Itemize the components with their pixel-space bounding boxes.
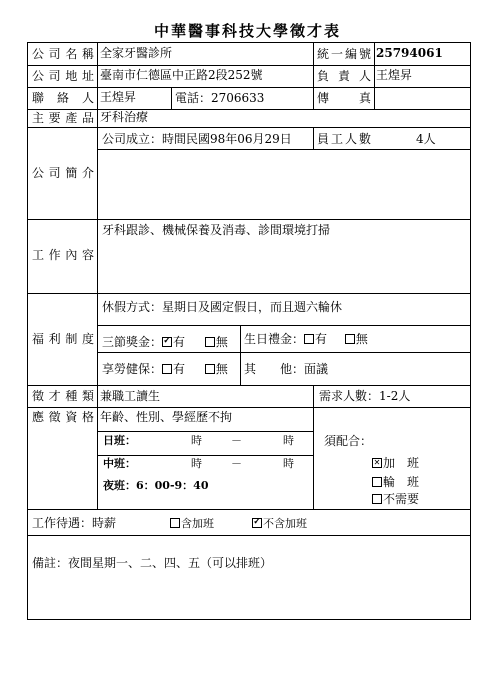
no-need-checkbox[interactable] [372, 494, 382, 504]
ubn-value: 25794061 [376, 46, 443, 60]
night-shift-value: 夜班：6：00-9：40 [103, 479, 209, 492]
recruit-count-label: 需求人數： [319, 389, 380, 403]
recruit-type-value: 兼職工讀生 [100, 389, 161, 403]
company-name-label: 公司名稱 [32, 47, 94, 61]
owner-value: 王煌昇 [376, 68, 413, 82]
insurance-no-label: 無 [215, 362, 228, 376]
exclude-ot-checkbox[interactable] [252, 518, 262, 528]
birthday-no-label: 無 [355, 332, 368, 346]
insurance-label: 享勞健保： [102, 362, 163, 376]
birthday-row [244, 331, 368, 347]
overtime-label: 加 班 [383, 456, 420, 470]
form-title: 中華醫事科技大學徵才表 [153, 22, 341, 40]
company-address-value: 臺南市仁德區中正路2段252號 [100, 68, 263, 82]
qualification-label: 應徵資格 [32, 410, 94, 424]
bonus-yes-checkbox[interactable] [162, 337, 172, 347]
bonus-no-checkbox[interactable] [205, 337, 215, 347]
include-ot-option [170, 516, 214, 532]
founded-value: 公司成立：時間民國98年06月29日 [102, 132, 292, 146]
holiday-value: 休假方式：星期日及國定假日，而且週六輪休 [102, 300, 343, 314]
qualification-value: 年齡、性別、學經歷不拘 [100, 410, 233, 424]
company-name-value: 全家牙醫診所 [100, 46, 173, 60]
contact-value: 王煌昇 [100, 90, 137, 104]
insurance-row [102, 361, 228, 377]
product-value: 牙科治療 [100, 110, 149, 124]
birthday-yes-label: 有 [315, 332, 328, 346]
insurance-yes-label: 有 [173, 362, 186, 376]
pay-label: 工作待遇：時薪 [32, 516, 117, 530]
mid-shift-hour-2: 時 [283, 457, 294, 470]
rotate-checkbox[interactable] [372, 477, 382, 487]
recruit-type-label: 徵才種類 [32, 389, 94, 403]
cooperate-label: 須配合： [324, 434, 373, 448]
product-label: 主要產品 [32, 111, 94, 125]
fax-label: 傳真 [317, 91, 371, 105]
rotate-option [372, 474, 419, 490]
ubn-label: 統一編號 [317, 47, 371, 61]
recruit-count-row [319, 388, 410, 404]
birthday-yes-checkbox[interactable] [304, 334, 314, 344]
overtime-checkbox[interactable] [372, 458, 382, 468]
mid-shift-hour-1: 時 [191, 457, 202, 470]
other-value: 面議 [304, 362, 329, 376]
contact-label: 聯絡人 [32, 91, 94, 105]
recruit-form [27, 42, 471, 620]
day-shift-label: 日班： [103, 434, 136, 447]
other-label: 其 他： [244, 362, 305, 376]
bonus-label: 三節獎金： [102, 335, 163, 349]
insurance-no-checkbox[interactable] [205, 364, 215, 374]
overtime-option [372, 455, 419, 471]
include-ot-label: 含加班 [181, 517, 214, 530]
day-shift-dash: － [231, 434, 242, 447]
no-need-label: 不需要 [383, 492, 420, 506]
exclude-ot-label: 不含加班 [263, 517, 307, 530]
include-ot-checkbox[interactable] [170, 518, 180, 528]
job-content-value: 牙科跟診、機械保養及消毒、診間環境打掃 [102, 223, 331, 237]
staff-label: 員工人數 [317, 132, 371, 146]
day-shift-hour-1: 時 [191, 434, 202, 447]
mid-shift-dash: － [231, 457, 242, 470]
other-row [244, 361, 328, 377]
insurance-yes-checkbox[interactable] [162, 364, 172, 374]
exclude-ot-option [252, 516, 307, 532]
rotate-label: 輪 班 [383, 475, 420, 489]
recruit-count-value: 1-2人 [379, 389, 411, 403]
welfare-label: 福利制度 [32, 332, 94, 346]
note-value: 備註：夜間星期一、二、四、五（可以排班） [32, 556, 273, 570]
birthday-label: 生日禮金： [244, 332, 305, 346]
no-need-option [372, 491, 419, 507]
day-shift-hour-2: 時 [283, 434, 294, 447]
job-content-label: 工作內容 [32, 248, 94, 262]
bonus-row [102, 334, 228, 350]
staff-value: 4人 [416, 132, 436, 146]
company-address-label: 公司地址 [32, 69, 94, 83]
bonus-no-label: 無 [215, 335, 228, 349]
mid-shift-label: 中班： [103, 457, 136, 470]
bonus-yes-label: 有 [173, 335, 186, 349]
owner-label: 負責人 [317, 69, 371, 83]
intro-label: 公司簡介 [32, 166, 94, 180]
birthday-no-checkbox[interactable] [345, 334, 355, 344]
phone-value: 電話：2706633 [175, 91, 265, 105]
